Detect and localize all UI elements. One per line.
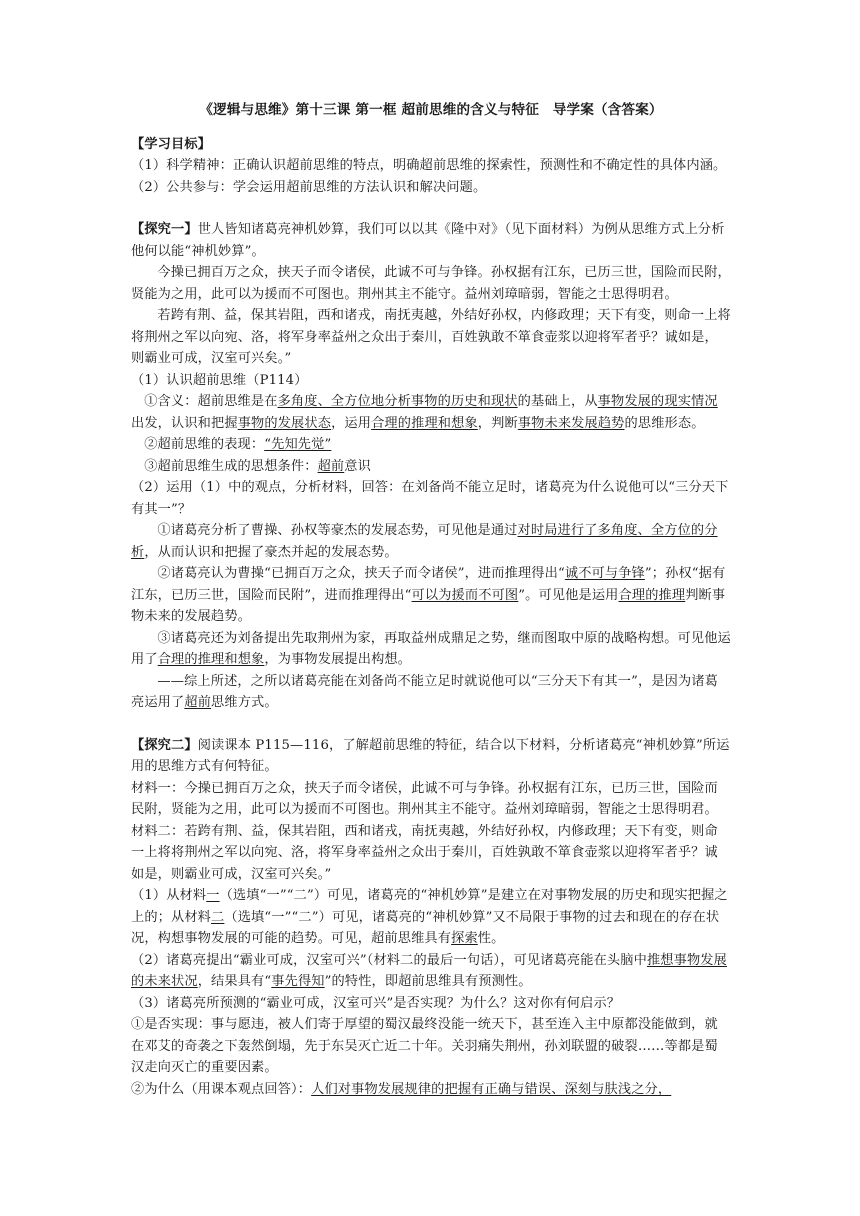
answer-1: ①诸葛亮分析了曹操、孙权等豪杰的发展态势，可见他是通过对时局进行了多角度、全方位的分析，从而认识和把握了豪杰并起的发展态势。 xyxy=(131,523,718,560)
answer-blank: 合理的推理 xyxy=(618,587,686,603)
material-1: 材料一：今操已拥百万之众，挟天子而令诸侯，此诚不可与争锋。孙权据有江东，已历三世，国险而民附，贤能为之用，此可以为援而不可图也。荆州其主不能守。益州刘璋暗弱，智能之士思得明君。 xyxy=(131,780,718,817)
question-2-2: （2）诸葛亮提出“霸业可成，汉室可兴”（材料二的最后一句话），可见诸葛亮能在头脑中推想事物发展的未来状况，结果具有“事先得知”的特性，即超前思维具有预测性。 xyxy=(131,952,727,989)
spacer xyxy=(131,714,731,735)
manifestation: ②超前思维的表现：“先知先觉” xyxy=(144,437,332,452)
answer-blank: 多角度、全方位地分析事物的历史和现状 xyxy=(277,394,518,409)
answer-blank: 一 xyxy=(206,888,220,903)
material-2: 材料二：若跨有荆、益，保其岩阻，西和诸戎，南抚夷越，外结好孙权，内修政理；天下有变，则命一上将将荆州之军以向宛、洛，将军身率益州之众出于秦川，百姓孰敢不箪食壶浆以迎将军者乎？诚如是，则霸业可成，汉室可兴矣。” xyxy=(131,823,718,882)
answer-blank: 超前 xyxy=(184,695,212,710)
material-paragraph-1: 今操已拥百万之众，挟天子而令诸侯，此诚不可与争锋。孙权据有江东，已历三世，国险而民附，贤能为之用，此可以为援而不可图也。荆州其主不能守。益州刘璋暗弱，智能之士思得明君。 xyxy=(131,265,731,302)
definition: ①含义：超前思维是在多角度、全方位地分析事物的历史和现状的基础上，从事物发展的现实情况出发，认识和把握事物的发展状态，运用合理的推理和想象，判断事物未来发展趋势的思维形态。 xyxy=(131,394,718,431)
answer-3: ③诸葛亮还为刘备提出先取荆州为家，再取益州成鼎足之势，继而图取中原的战略构想。可见他运用了合理的推理和想象，为事物发展提出构想。 xyxy=(131,630,731,667)
explore-1-label: 【探究一】 xyxy=(131,222,198,237)
answer-blank: 可以为援而不可图 xyxy=(411,587,519,603)
answer-2: ②诸葛亮认为曹操“已拥百万之众，挟天子而令诸侯”，进而推理得出“诚不可与争锋”；孙权“据有江东，已历三世，国险而民附”，进而推理得出“可以为援而不可图”。可见他是运用合理的推理判断事物未来的发展趋势。 xyxy=(131,566,726,624)
answer-blank: 超前 xyxy=(317,458,345,474)
question-2-1: （1）从材料一（选填“一”“二”）可见，诸葛亮的“神机妙算”是建立在对事物发展的历史和现实把握之上的；从材料二（选填“一”“二”）可见，诸葛亮的“神机妙算”又不局限于事物的过去和现在的存在状况，构想事物发展的可能的趋势。可见，超前思维具有探索性。 xyxy=(131,888,728,946)
answer-blank: 人们对事物发展规律的把握有正确与错误、深刻与肤浅之分， xyxy=(311,1081,672,1097)
answer-blank: 对时局进行了多角度、全方位的分析 xyxy=(131,523,718,560)
answer-blank: 合理的推理和想象 xyxy=(371,415,478,431)
answer-blank: 事物发展的现实情况 xyxy=(597,394,718,409)
goals-heading: 【学习目标】 xyxy=(131,136,212,152)
spacer xyxy=(131,198,731,219)
question-2-3: （3）诸葛亮所预测的“霸业可成，汉室可兴”是否实现？为什么？这对你有何启示？ xyxy=(131,995,621,1011)
explore-2-intro: 【探究二】阅读课本 P115—116，了解超前思维的特征，结合以下材料，分析诸葛亮“神机妙算”所运用的思维方式有何特征。 xyxy=(131,737,730,774)
answer-blank: “先知先觉” xyxy=(264,437,332,452)
answer-blank: 事先得知 xyxy=(271,974,325,989)
question-2: （2）运用（1）中的观点，分析材料，回答：在刘备尚不能立足时，诸葛亮为什么说他可以“三分天下有其一”？ xyxy=(131,480,729,517)
answer-2-3-1: ①是否实现：事与愿违，被人们寄于厚望的蜀汉最终没能一统天下，甚至连入主中原都没能做到，就在邓艾的奇袭之下轰然倒塌，先于东吴灭亡近二十年。关羽痛失荆州，孙刘联盟的破裂……等都是蜀汉走向灭亡的重要因素。 xyxy=(131,1017,718,1075)
answer-blank: 事物未来发展趋势 xyxy=(517,415,625,431)
answer-blank: 探索 xyxy=(451,931,478,946)
document-page xyxy=(131,100,731,1100)
answer-blank: 诚不可与争锋 xyxy=(564,566,645,581)
answer-blank: 事物的发展状态 xyxy=(237,415,332,431)
question-1-heading: （1）认识超前思维（P114） xyxy=(131,372,308,388)
goal-1: （1）科学精神：正确认识超前思维的特点，明确超前思维的探索性，预测性和不确定性的具体内涵。 xyxy=(131,158,727,173)
summary: ——综上所述，之所以诸葛亮能在刘备尚不能立足时就说他可以“三分天下有其一”，是因为诸葛亮运用了超前思维方式。 xyxy=(131,673,719,710)
answer-blank: 二 xyxy=(211,909,225,925)
explore-2-label: 【探究二】 xyxy=(131,737,198,753)
answer-blank: 合理的推理和想象 xyxy=(157,652,265,667)
answer-2-3-2: ②为什么（用课本观点回答）：人们对事物发展规律的把握有正确与错误、深刻与肤浅之分， xyxy=(131,1081,672,1097)
explore-1-intro: 【探究一】世人皆知诸葛亮神机妙算，我们可以以其《隆中对》（见下面材料）为例从思维方式上分析他何以能“神机妙算”。 xyxy=(131,222,725,259)
material-paragraph-2: 若跨有荆、益，保其岩阻，西和诸戎，南抚夷越，外结好孙权，内修政理；天下有变，则命一上将将荆州之军以向宛、洛，将军身率益州之众出于秦川，百姓孰敢不箪食壶浆以迎将军者乎？诚如是，则霸业可成，汉室可兴矣。” xyxy=(131,308,731,366)
page-title: 《逻辑与思维》第十三课 第一框 超前思维的含义与特征 导学案（含答案） xyxy=(199,102,663,118)
goal-2: （2）公共参与：学会运用超前思维的方法认识和解决问题。 xyxy=(131,179,487,195)
condition: ③超前思维生成的思想条件：超前意识 xyxy=(144,458,371,474)
answer-blank: 推想事物发展的未来状况 xyxy=(131,952,727,989)
